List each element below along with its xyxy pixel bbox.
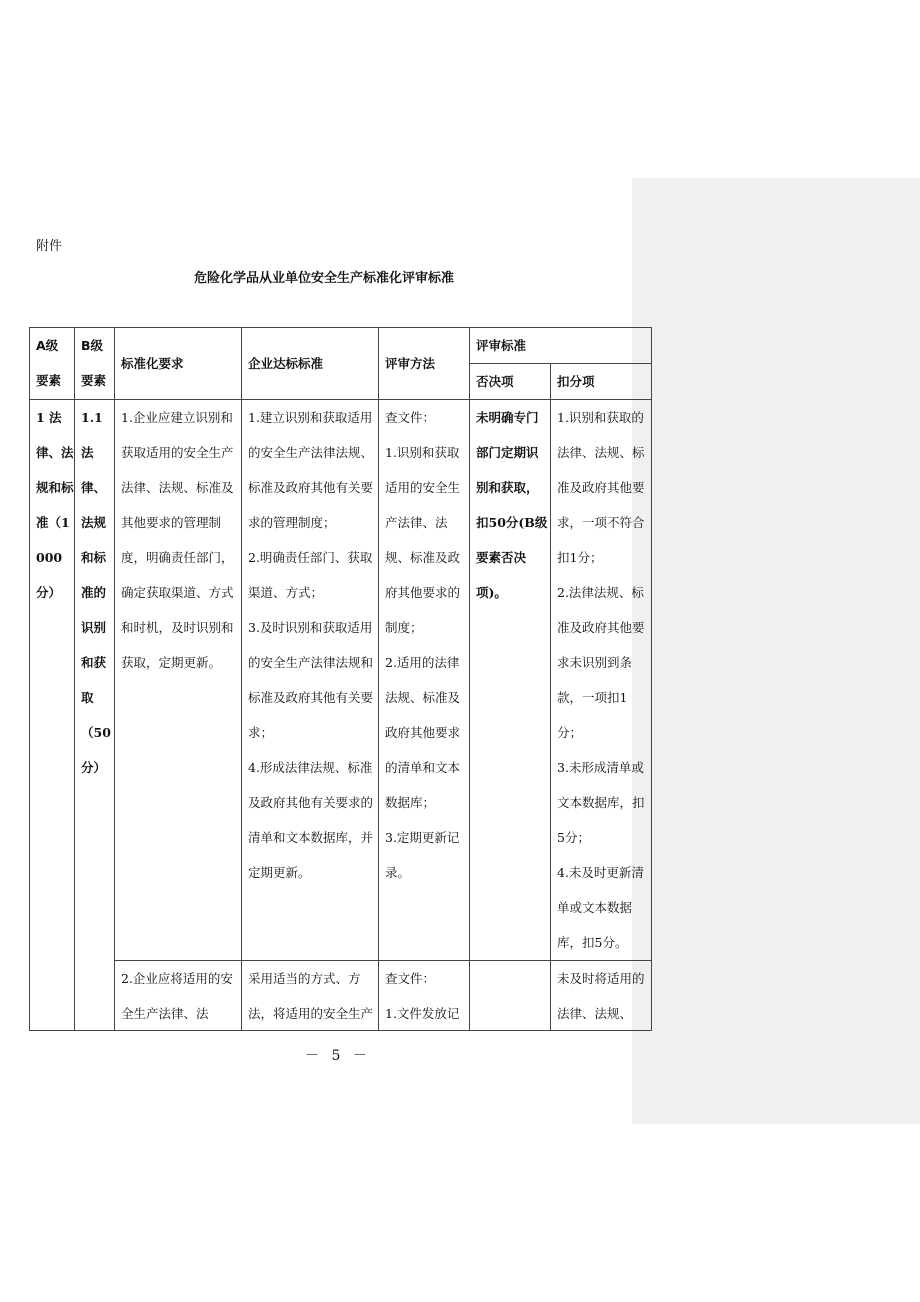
- comment-margin-panel: [632, 178, 920, 1124]
- cell-deduction-item-2: 未及时将适用的法律、法规、: [557, 971, 645, 1021]
- cell-requirement-2: 2.企业应将适用的安全生产法律、法: [121, 971, 233, 1021]
- header-review-standard: 评审标准: [470, 328, 652, 364]
- header-veto-item: 否决项: [470, 364, 551, 400]
- cell-a-element: 1 法律、法规和标准（1000分）: [30, 400, 75, 1031]
- header-requirement: 标准化要求: [115, 328, 242, 400]
- page-number: － 5 －: [305, 1048, 371, 1064]
- cell-enterprise-standard-2: 采用适当的方式、方法，将适用的安全生产: [248, 971, 374, 1021]
- header-b-element: B级 要素: [75, 328, 115, 400]
- cell-review-method-2-wrap: [379, 961, 470, 1031]
- header-review-method: 评审方法: [379, 328, 470, 400]
- cell-review-method-1: 查文件： 1.识别和获取适用的安全生产法律、法规、标准及政府其他要求的制度； 2.适用的法律法规、标准及政府其他要求的清单和文本数据库； 3.定期更新记录。: [379, 400, 470, 961]
- header-deduction-item: 扣分项: [551, 364, 652, 400]
- cell-enterprise-standard-2-wrap: [242, 961, 379, 1031]
- cell-review-method-2: 查文件： 1.文件发放记: [385, 971, 460, 1021]
- header-enterprise-standard: 企业达标标准: [242, 328, 379, 400]
- attachment-label: 附件: [36, 239, 63, 254]
- cell-veto-item-1: 未明确专门部门定期识别和获取，扣50分(B级要素否决项)。: [470, 400, 551, 961]
- header-a-element: A级 要素: [30, 328, 75, 400]
- cell-deduction-item-1: 1.识别和获取的法律、法规、标准及政府其他要求，一项不符合扣1分； 2.法律法规、标准及政府其他要求未识别到条款，一项扣1分； 3.未形成清单或文本数据库，扣5分； 4.未及时更新清单或文本数据库，扣5分。: [551, 400, 652, 961]
- review-standard-table: [29, 327, 652, 1031]
- cell-requirement-1: 1.企业应建立识别和获取适用的安全生产法律、法规、标准及其他要求的管理制度，明确责任部门，确定获取渠道、方式和时机，及时识别和获取，定期更新。: [115, 400, 242, 961]
- document-title: 危险化学品从业单位安全生产标准化评审标准: [194, 271, 455, 286]
- cell-b-element: 1.1 法律、法规和标准的识别和获取（50分）: [75, 400, 115, 1031]
- cell-requirement-2-wrap: [115, 961, 242, 1031]
- cell-enterprise-standard-1: 1.建立识别和获取适用的安全生产法律法规、标准及政府其他有关要求的管理制度； 2.明确责任部门、获取渠道、方式； 3.及时识别和获取适用的安全生产法律法规和标准及政府其他有关要求； 4.形成法律法规、标准及政府其他有关要求的清单和文本数据库，并定期更新。: [242, 400, 379, 961]
- cell-deduction-item-2-wrap: [551, 961, 652, 1031]
- cell-veto-item-2-wrap: [470, 961, 551, 1031]
- cell-veto-item-2: [476, 961, 550, 1029]
